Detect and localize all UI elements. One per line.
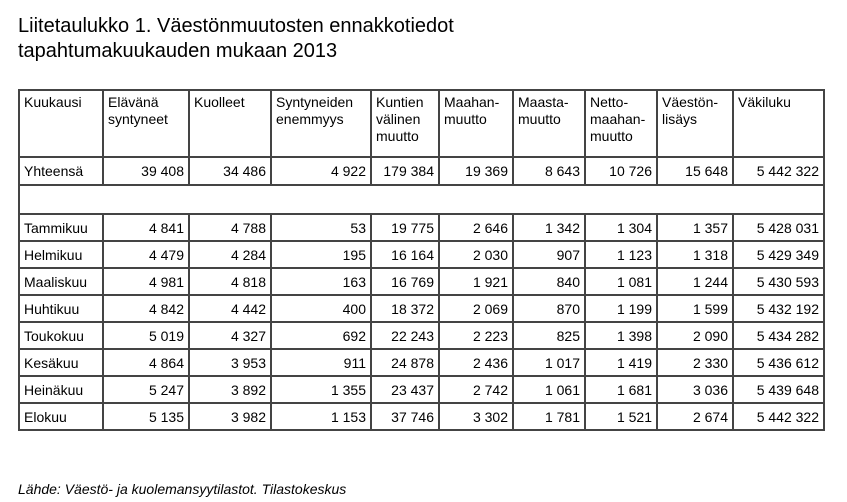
row-label: Maaliskuu bbox=[19, 268, 103, 295]
row-label: Tammikuu bbox=[19, 214, 103, 241]
table-cell: 1 017 bbox=[513, 349, 585, 376]
column-header-line: Kuolleet bbox=[194, 94, 245, 110]
table-cell: 825 bbox=[513, 322, 585, 349]
table-cell: 5 429 349 bbox=[733, 241, 824, 268]
column-header-line: Maahan- bbox=[444, 94, 500, 110]
table-cell: 692 bbox=[271, 322, 371, 349]
column-header bbox=[19, 90, 103, 157]
column-header bbox=[271, 90, 371, 157]
table-cell: 195 bbox=[271, 241, 371, 268]
table-cell: 1 123 bbox=[585, 241, 657, 268]
population-table bbox=[18, 89, 825, 431]
table-cell: 2 069 bbox=[439, 295, 513, 322]
table-cell: 4 479 bbox=[103, 241, 189, 268]
table-row bbox=[19, 295, 824, 322]
row-label: Heinäkuu bbox=[19, 376, 103, 403]
table-cell: 8 643 bbox=[513, 157, 585, 185]
table-cell: 19 369 bbox=[439, 157, 513, 185]
column-header bbox=[371, 90, 439, 157]
column-header-line: Syntyneiden bbox=[276, 94, 354, 110]
column-header-line: Maasta- bbox=[518, 94, 569, 110]
table-cell: 870 bbox=[513, 295, 585, 322]
row-label: Toukokuu bbox=[19, 322, 103, 349]
header-row bbox=[19, 90, 824, 157]
column-header bbox=[657, 90, 733, 157]
table-cell: 911 bbox=[271, 349, 371, 376]
table-row bbox=[19, 322, 824, 349]
table-cell: 163 bbox=[271, 268, 371, 295]
spacer-row bbox=[19, 185, 824, 214]
table-cell: 3 302 bbox=[439, 403, 513, 430]
table-cell: 5 430 593 bbox=[733, 268, 824, 295]
column-header-line: Kuukausi bbox=[24, 94, 82, 110]
table-cell: 5 247 bbox=[103, 376, 189, 403]
column-header bbox=[513, 90, 585, 157]
column-header bbox=[733, 90, 824, 157]
column-header-line: muutto bbox=[444, 111, 487, 127]
table-cell: 1 244 bbox=[657, 268, 733, 295]
column-header bbox=[439, 90, 513, 157]
table-row bbox=[19, 241, 824, 268]
table-cell: 16 769 bbox=[371, 268, 439, 295]
table-cell: 4 841 bbox=[103, 214, 189, 241]
column-header-line: enemmyys bbox=[276, 111, 344, 127]
table-cell: 5 135 bbox=[103, 403, 189, 430]
total-row bbox=[19, 157, 824, 185]
row-label: Yhteensä bbox=[19, 157, 103, 185]
column-header-line: muutto bbox=[376, 128, 419, 144]
table-row bbox=[19, 349, 824, 376]
table-cell: 3 892 bbox=[189, 376, 271, 403]
table-cell: 1 419 bbox=[585, 349, 657, 376]
table-cell: 18 372 bbox=[371, 295, 439, 322]
table-cell: 840 bbox=[513, 268, 585, 295]
table-cell: 5 432 192 bbox=[733, 295, 824, 322]
row-label: Huhtikuu bbox=[19, 295, 103, 322]
table-cell: 5 439 648 bbox=[733, 376, 824, 403]
table-cell: 24 878 bbox=[371, 349, 439, 376]
table-cell: 4 284 bbox=[189, 241, 271, 268]
table-cell: 5 428 031 bbox=[733, 214, 824, 241]
table-cell: 53 bbox=[271, 214, 371, 241]
table-cell: 19 775 bbox=[371, 214, 439, 241]
title-line-2: tapahtumakuukauden mukaan 2013 bbox=[18, 40, 338, 62]
table-cell: 4 842 bbox=[103, 295, 189, 322]
table-cell: 179 384 bbox=[371, 157, 439, 185]
table-row bbox=[19, 403, 824, 430]
table-cell: 2 030 bbox=[439, 241, 513, 268]
table-body bbox=[19, 157, 824, 430]
column-header bbox=[103, 90, 189, 157]
table-cell: 4 818 bbox=[189, 268, 271, 295]
table-cell: 400 bbox=[271, 295, 371, 322]
table-cell: 4 788 bbox=[189, 214, 271, 241]
table-row bbox=[19, 214, 824, 241]
column-header-line: maahan- bbox=[590, 111, 646, 127]
table-cell: 1 304 bbox=[585, 214, 657, 241]
table-cell: 4 864 bbox=[103, 349, 189, 376]
table-header bbox=[19, 90, 824, 157]
column-header-line: muutto bbox=[518, 111, 561, 127]
table-cell: 39 408 bbox=[103, 157, 189, 185]
table-cell: 37 746 bbox=[371, 403, 439, 430]
table-cell: 23 437 bbox=[371, 376, 439, 403]
table-cell: 2 330 bbox=[657, 349, 733, 376]
table-cell: 4 327 bbox=[189, 322, 271, 349]
table-cell: 2 436 bbox=[439, 349, 513, 376]
table-cell: 15 648 bbox=[657, 157, 733, 185]
table-cell: 2 090 bbox=[657, 322, 733, 349]
table-cell: 1 921 bbox=[439, 268, 513, 295]
table-cell: 3 953 bbox=[189, 349, 271, 376]
table-cell: 1 061 bbox=[513, 376, 585, 403]
table-cell: 1 318 bbox=[657, 241, 733, 268]
table-cell: 5 019 bbox=[103, 322, 189, 349]
spacer-cell bbox=[19, 185, 824, 214]
column-header-line: syntyneet bbox=[108, 111, 168, 127]
table-cell: 1 355 bbox=[271, 376, 371, 403]
column-header-line: välinen bbox=[376, 111, 421, 127]
table-cell: 16 164 bbox=[371, 241, 439, 268]
table-cell: 1 521 bbox=[585, 403, 657, 430]
column-header-line: muutto bbox=[590, 128, 633, 144]
column-header-line: Kuntien bbox=[376, 94, 424, 110]
table-cell: 2 674 bbox=[657, 403, 733, 430]
column-header bbox=[189, 90, 271, 157]
table-cell: 5 442 322 bbox=[733, 157, 824, 185]
table-cell: 4 922 bbox=[271, 157, 371, 185]
table-cell: 5 434 282 bbox=[733, 322, 824, 349]
page-title bbox=[18, 14, 454, 64]
column-header-line: lisäys bbox=[662, 111, 698, 127]
table-cell: 3 036 bbox=[657, 376, 733, 403]
source-note: Lähde: Väestö- ja kuolemansyytilastot. Tilastokeskus bbox=[18, 481, 347, 497]
table-row bbox=[19, 376, 824, 403]
column-header-line: Netto- bbox=[590, 94, 629, 110]
table-cell: 3 982 bbox=[189, 403, 271, 430]
table-cell: 34 486 bbox=[189, 157, 271, 185]
table-cell: 907 bbox=[513, 241, 585, 268]
column-header-line: Elävänä bbox=[108, 94, 159, 110]
table-cell: 1 398 bbox=[585, 322, 657, 349]
table-row bbox=[19, 268, 824, 295]
column-header-line: Väkiluku bbox=[738, 94, 791, 110]
table-cell: 1 342 bbox=[513, 214, 585, 241]
table-cell: 22 243 bbox=[371, 322, 439, 349]
column-header-line: Väestön- bbox=[662, 94, 719, 110]
row-label: Elokuu bbox=[19, 403, 103, 430]
table-cell: 2 646 bbox=[439, 214, 513, 241]
table-cell: 1 153 bbox=[271, 403, 371, 430]
table-cell: 1 781 bbox=[513, 403, 585, 430]
table-cell: 2 223 bbox=[439, 322, 513, 349]
table-cell: 2 742 bbox=[439, 376, 513, 403]
row-label: Helmikuu bbox=[19, 241, 103, 268]
table-cell: 1 681 bbox=[585, 376, 657, 403]
table-cell: 10 726 bbox=[585, 157, 657, 185]
table-cell: 1 599 bbox=[657, 295, 733, 322]
table-cell: 1 357 bbox=[657, 214, 733, 241]
title-line-1: Liitetaulukko 1. Väestönmuutosten ennakkotiedot bbox=[18, 15, 454, 37]
row-label: Kesäkuu bbox=[19, 349, 103, 376]
column-header bbox=[585, 90, 657, 157]
table-cell: 4 442 bbox=[189, 295, 271, 322]
table-cell: 5 442 322 bbox=[733, 403, 824, 430]
table-cell: 4 981 bbox=[103, 268, 189, 295]
table-cell: 1 081 bbox=[585, 268, 657, 295]
table-cell: 5 436 612 bbox=[733, 349, 824, 376]
table-cell: 1 199 bbox=[585, 295, 657, 322]
